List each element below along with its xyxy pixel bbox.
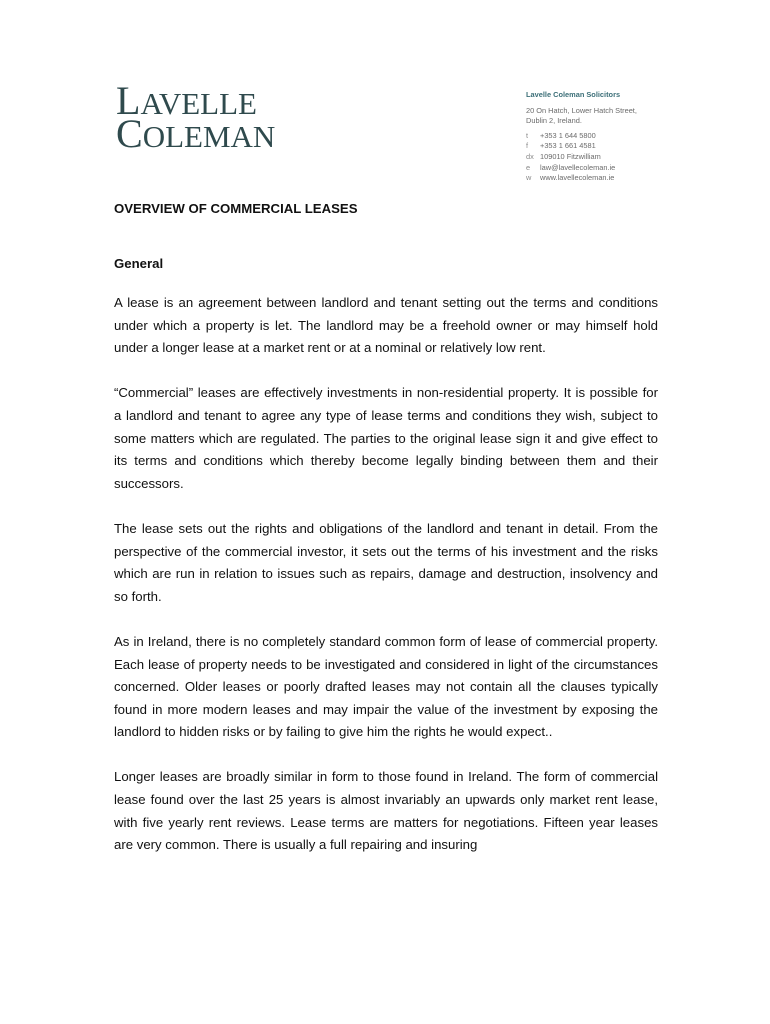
contact-label: w	[526, 173, 532, 183]
logo-line-2: COLEMAN	[116, 111, 276, 156]
document-body	[114, 200, 658, 857]
firm-name: Lavelle Coleman Solicitors	[526, 90, 621, 99]
address-line-1: 20 On Hatch, Lower Hatch Street,	[526, 105, 637, 115]
fax-number: +353 1 661 4581	[540, 141, 596, 151]
contact-row-fax	[526, 141, 676, 152]
paragraph: “Commercial” leases are effectively investments in non-residential property. It is possible for a landlord and tenant to agree any type of lease terms and conditions they wish, subject to some matters which are regulated. The parties to the original lease sign it and give effect to its terms and conditions which thereby become legally binding between them and their successors.	[114, 385, 658, 491]
address	[526, 106, 676, 127]
contact-row-dx	[526, 152, 676, 163]
paragraph: The lease sets out the rights and obligations of the landlord and tenant in detail. From the perspective of the commercial investor, it sets out the terms of his investment and the risks which are run in relation to issues such as repairs, damage and destruction, insolvency and so forth.	[114, 520, 658, 604]
contact-label: dx	[526, 151, 534, 161]
contact-label: e	[526, 162, 531, 172]
document-title: OVERVIEW OF COMMERCIAL LEASES	[114, 201, 358, 216]
email-address: law@lavellecoleman.ie	[540, 162, 616, 172]
contact-label: t	[526, 130, 529, 140]
firm-logo	[116, 78, 316, 156]
phone-number: +353 1 644 5800	[540, 130, 596, 140]
dx-number: 109010 Fitzwilliam	[540, 151, 601, 161]
contact-label: f	[526, 141, 529, 151]
paragraph: A lease is an agreement between landlord and tenant setting out the terms and conditions under which a property is let. The landlord may be a freehold owner or may himself hold under a longer lease at a market rent or at a nominal or relatively low rent.	[114, 295, 658, 356]
logo-line-1: LAVELLE	[116, 78, 257, 123]
contact-row-email	[526, 163, 676, 174]
paragraph: Longer leases are broadly similar in form to those found in Ireland. The form of commercial lease found over the last 25 years is almost invariably an upwards only market rent lease, with five yearly rent reviews. Lease terms are matters for negotiations. Fifteen year leases are very common. There is usually a full repairing and insuring	[114, 769, 658, 853]
section-heading: General	[114, 256, 164, 271]
address-line-2: Dublin 2, Ireland.	[526, 116, 582, 126]
paragraph: As in Ireland, there is no completely standard common form of lease of commercial property. Each lease of property needs to be investigated and considered in light of the circumstances concerned. Older leases or poorly drafted leases may not contain all the clauses typically found in more modern leases and may impair the value of the investment by exposing the landlord to hidden risks or by failing to give him the rights he would expect..	[114, 633, 658, 740]
contact-row-phone	[526, 131, 676, 142]
contact-row-web	[526, 173, 676, 184]
website: www.lavellecoleman.ie	[540, 173, 615, 183]
contact-block	[526, 90, 676, 184]
